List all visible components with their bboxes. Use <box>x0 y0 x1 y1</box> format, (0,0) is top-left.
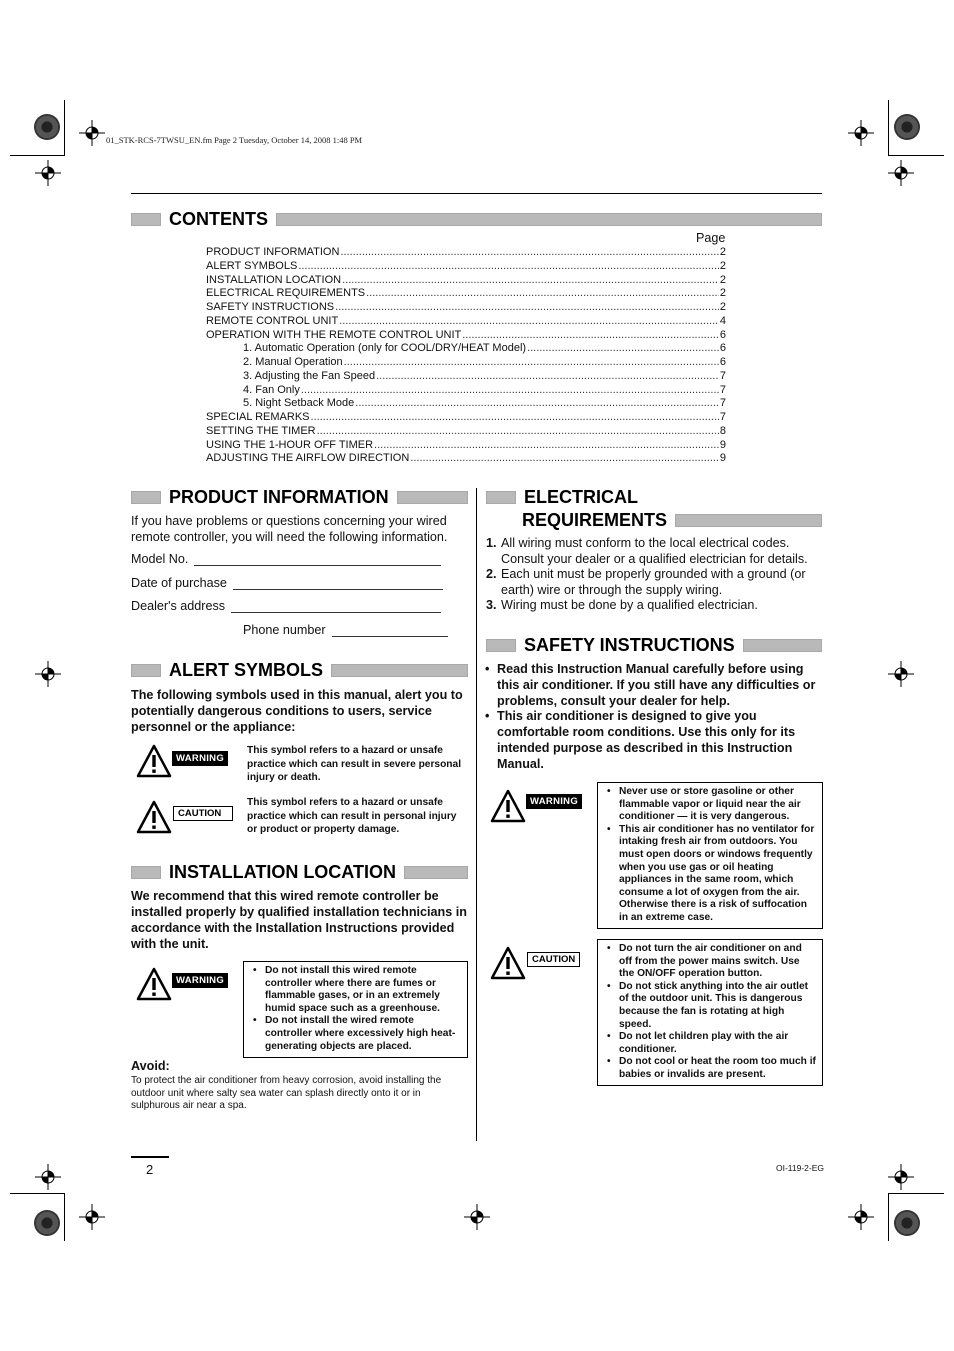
toc-entry[interactable] <box>206 274 726 288</box>
color-dial-top-right <box>894 114 920 140</box>
registration-mark <box>846 1202 876 1232</box>
toc-label: 4. Fan Only <box>243 383 300 396</box>
toc-page: 4 <box>719 314 726 327</box>
product-info-title: PRODUCT INFORMATION <box>169 487 389 507</box>
toc-label: ELECTRICAL REQUIREMENTS <box>206 287 366 300</box>
heading-bar <box>131 491 161 504</box>
heading-bar <box>131 866 161 879</box>
toc-label: 5. Night Setback Mode <box>243 397 355 410</box>
caution-label: CAUTION <box>527 952 580 967</box>
toc-entry[interactable] <box>206 411 726 425</box>
color-dial-bottom-left <box>34 1210 60 1236</box>
item-number: 2. <box>486 567 497 581</box>
registration-mark <box>33 1162 63 1192</box>
caution-item: • Do not turn the air conditioner on and off from the power mains switch. Use the ON/OFF operation button. <box>604 943 816 981</box>
safety-caution-box <box>597 939 823 1086</box>
toc-entry[interactable] <box>206 301 726 315</box>
toc-page: 2 <box>719 273 726 286</box>
registration-mark <box>77 1202 107 1232</box>
page-number: 2 <box>146 1162 154 1177</box>
toc-page: 9 <box>719 438 726 451</box>
toc-subentry[interactable] <box>206 384 726 398</box>
warning-item: • Do not install the wired remote controller where excessively high heat-generating objects are placed. <box>250 1015 461 1053</box>
safety-bullet: • This air conditioner is designed to give you comfortable room conditions. Use this only for its intended purpose as described in this Instruction Manual. <box>482 709 822 772</box>
toc-label: ALERT SYMBOLS <box>206 259 298 272</box>
purchase-date-label: Date of purchase <box>131 576 227 590</box>
toc-page: 2 <box>719 246 726 258</box>
heading-bar <box>675 514 822 527</box>
caution-label: CAUTION <box>173 806 233 821</box>
toc-subentry[interactable] <box>206 397 726 411</box>
heading-bar <box>397 491 468 504</box>
toc-subentry[interactable] <box>206 356 726 370</box>
alert-symbols-heading <box>131 659 468 681</box>
toc-label: REMOTE CONTROL UNIT <box>206 314 339 327</box>
warning-triangle-icon <box>490 789 526 823</box>
toc-page: 8 <box>719 424 726 437</box>
trim-line <box>888 155 944 156</box>
toc-entry[interactable] <box>206 439 726 453</box>
caution-item: • Do not stick anything into the air outlet of the outdoor unit. This is dangerous because the fan is rotating at high speed. <box>604 981 816 1031</box>
toc-label: OPERATION WITH THE REMOTE CONTROL UNIT <box>206 328 462 341</box>
electrical-item <box>486 536 822 567</box>
toc-entry[interactable] <box>206 329 726 343</box>
toc-entry[interactable] <box>206 425 726 439</box>
caution-item: • Do not cool or heat the room too much if babies or invalids are present. <box>604 1056 816 1081</box>
toc-label: 1. Automatic Operation (only for COOL/DRY/HEAT Model) <box>243 342 527 355</box>
heading-bar <box>131 664 161 677</box>
registration-mark <box>886 158 916 188</box>
toc-label: USING THE 1-HOUR OFF TIMER <box>206 438 374 451</box>
avoid-text: To protect the air conditioner from heavy corrosion, avoid installing the outdoor unit where salty sea water can splash directly onto it or in sulphurous air near a spa. <box>131 1075 442 1111</box>
heading-bar <box>331 664 468 677</box>
registration-mark <box>886 1162 916 1192</box>
page-label: Page <box>696 231 726 245</box>
trim-line <box>888 1193 889 1241</box>
warning-description: This symbol refers to a hazard or unsafe practice which can result in severe personal injury or death. <box>247 745 462 783</box>
alert-symbols-intro: The following symbols used in this manual, alert you to potentially dangerous conditions to users, service personnel or the appliance: <box>131 688 463 734</box>
column-divider <box>476 488 477 1141</box>
heading-bar <box>276 213 822 226</box>
footer-rule <box>131 1156 169 1158</box>
toc-subentry[interactable] <box>206 342 726 356</box>
safety-bullet: • Read this Instruction Manual carefully before using this air conditioner. If you still have any difficulties or problems, consult your dealer for help. <box>482 662 822 709</box>
table-of-contents <box>206 246 726 466</box>
color-dial-top-left <box>34 114 60 140</box>
item-text: Each unit must be properly grounded with a ground (or earth) wire or through the supply wiring. <box>501 567 806 597</box>
warning-item: • Never use or store gasoline or other flammable vapor or liquid near the air conditioner — it is very dangerous. <box>604 786 816 824</box>
contents-title: CONTENTS <box>169 209 268 229</box>
safety-heading <box>486 634 822 656</box>
warning-badge <box>172 748 228 766</box>
electrical-item <box>486 598 822 614</box>
alert-symbols-title: ALERT SYMBOLS <box>169 660 324 680</box>
item-number: 3. <box>486 598 497 612</box>
toc-page: 9 <box>719 452 726 465</box>
warning-label: WARNING <box>172 973 228 988</box>
toc-entry[interactable] <box>206 246 726 260</box>
registration-mark <box>77 118 107 148</box>
safety-bullets <box>482 662 822 773</box>
installation-title: INSTALLATION LOCATION <box>169 862 396 882</box>
electrical-title-line1: ELECTRICAL <box>524 487 638 507</box>
warning-label: WARNING <box>172 751 228 766</box>
toc-label: 3. Adjusting the Fan Speed <box>243 369 376 382</box>
trim-line <box>888 1193 944 1194</box>
electrical-list <box>486 536 822 614</box>
safety-title: SAFETY INSTRUCTIONS <box>524 635 735 655</box>
warning-badge <box>172 970 228 988</box>
trim-line <box>10 1193 65 1194</box>
contents-heading <box>131 208 822 230</box>
warning-label: WARNING <box>526 794 582 809</box>
registration-mark <box>33 158 63 188</box>
toc-page: 7 <box>719 369 726 382</box>
heading-bar <box>131 213 161 226</box>
doc-code: OI-119-2-EG <box>776 1163 825 1173</box>
toc-label: INSTALLATION LOCATION <box>206 273 342 286</box>
caution-triangle-icon <box>490 946 526 980</box>
toc-page: 2 <box>719 301 726 313</box>
toc-page: 7 <box>719 397 726 410</box>
toc-label: ADJUSTING THE AIRFLOW DIRECTION <box>206 452 410 465</box>
toc-page: 2 <box>719 287 726 300</box>
toc-subentry[interactable] <box>206 370 726 384</box>
installation-intro: We recommend that this wired remote controller be installed properly by qualified installation technicians in accordance with the Installation Instructions provided with the unit. <box>131 889 467 951</box>
toc-label: SPECIAL REMARKS <box>206 411 310 423</box>
warning-badge <box>526 791 582 809</box>
registration-mark <box>846 118 876 148</box>
heading-bar <box>486 639 516 652</box>
item-text: All wiring must conform to the local electrical codes. Consult your dealer or a qualified electrician for details. <box>501 536 808 566</box>
heading-bar <box>404 866 468 879</box>
electrical-heading-line2 <box>522 509 822 531</box>
toc-label: SAFETY INSTRUCTIONS <box>206 301 335 313</box>
caution-badge <box>527 949 580 967</box>
purchase-date-field <box>131 576 443 590</box>
toc-entry[interactable] <box>206 315 726 329</box>
color-dial-bottom-right <box>894 1210 920 1236</box>
phone-number-label: Phone number <box>243 623 326 637</box>
caution-description: This symbol refers to a hazard or unsafe practice which can result in personal injury or product or property damage. <box>247 797 457 835</box>
warning-triangle-icon <box>136 967 172 1001</box>
trim-line <box>64 100 65 156</box>
toc-label: SETTING THE TIMER <box>206 424 316 437</box>
toc-page: 2 <box>719 259 726 272</box>
installation-heading <box>131 861 468 883</box>
toc-label: PRODUCT INFORMATION <box>206 246 340 258</box>
header-rule <box>131 193 822 194</box>
caution-triangle-icon <box>136 800 172 834</box>
warning-item: • Do not install this wired remote controller where there are fumes or flammable gases, or in an extremely humid space such as a greenhouse. <box>250 965 461 1015</box>
toc-page: 7 <box>719 411 726 423</box>
dealer-address-label: Dealer's address <box>131 599 226 613</box>
trim-line <box>10 155 65 156</box>
registration-mark <box>462 1202 492 1232</box>
dealer-address-field <box>131 599 441 613</box>
toc-page: 6 <box>719 356 726 368</box>
electrical-title-line2: REQUIREMENTS <box>522 510 668 530</box>
toc-page: 6 <box>719 328 726 341</box>
product-info-heading <box>131 486 468 508</box>
trim-line <box>64 1193 65 1241</box>
heading-bar <box>743 639 822 652</box>
caution-item: • Do not let children play with the air conditioner. <box>604 1031 816 1056</box>
caution-badge <box>173 803 233 821</box>
electrical-item <box>486 567 822 598</box>
registration-mark <box>886 659 916 689</box>
toc-page: 6 <box>719 342 726 355</box>
toc-label: 2. Manual Operation <box>243 356 343 368</box>
product-info-intro: If you have problems or questions concerning your wired remote controller, you will need the following information. <box>131 514 448 544</box>
registration-mark <box>33 659 63 689</box>
installation-warning-box <box>243 961 468 1058</box>
model-number-label: Model No. <box>131 552 189 566</box>
warning-triangle-icon <box>136 744 172 778</box>
item-text: Wiring must be done by a qualified electrician. <box>501 598 758 612</box>
electrical-heading-line1 <box>486 486 822 508</box>
heading-bar <box>486 491 516 504</box>
safety-warning-box <box>597 782 823 929</box>
toc-entry[interactable] <box>206 287 726 301</box>
warning-item: • This air conditioner has no ventilator for intaking fresh air from outdoors. You must open doors or windows frequently when you use gas or oil heating appliances in the same room, which consume a lot of oxygen from the air. Otherwise there is a risk of suffocation in an extreme case. <box>604 824 816 925</box>
avoid-title: Avoid: <box>131 1059 170 1073</box>
item-number: 1. <box>486 536 497 550</box>
toc-entry[interactable] <box>206 260 726 274</box>
toc-entry[interactable] <box>206 452 726 466</box>
toc-page: 7 <box>719 383 726 396</box>
phone-number-field <box>243 623 448 637</box>
model-number-field <box>131 552 441 566</box>
trim-line <box>888 100 889 156</box>
file-info: 01_STK-RCS-7TWSU_EN.fm Page 2 Tuesday, October 14, 2008 1:48 PM <box>106 135 363 145</box>
